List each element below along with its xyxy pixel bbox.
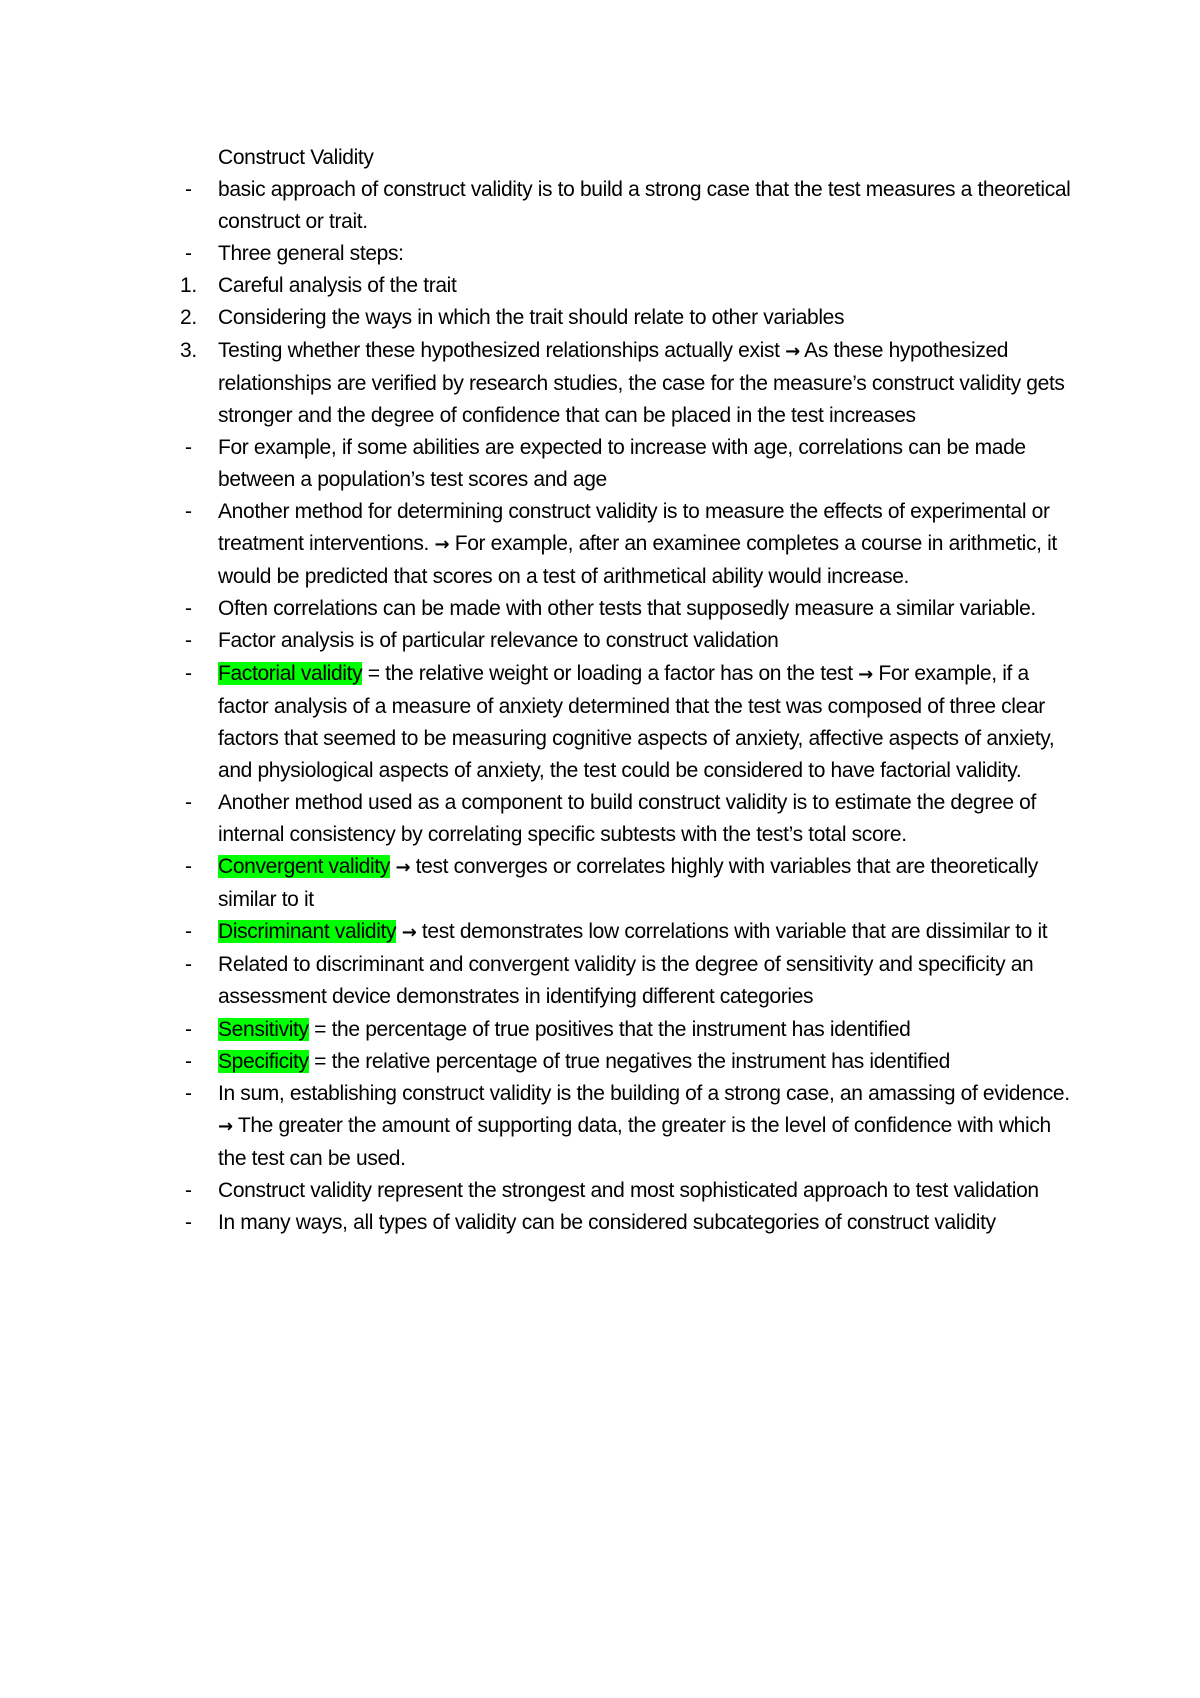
list-item (180, 302, 1080, 334)
arrow-right-icon: → (401, 922, 417, 944)
list-item-text (218, 1207, 1080, 1239)
text-run: For example, if some abilities are expected to increase with age, correlations can be made between a population’s test scores and age (218, 435, 1026, 491)
list-item (180, 335, 1080, 432)
list-item-text (218, 335, 1080, 432)
list-item-text (218, 916, 1080, 949)
text-run: In sum, establishing construct validity is the building of a strong case, an amassing of evidence. (218, 1081, 1070, 1105)
text-run: basic approach of construct validity is to build a strong case that the test measures a theoretical construct or trait. (218, 178, 1071, 234)
text-run: Factor analysis is of particular relevance to construct validation (218, 629, 779, 653)
list-item-text (218, 174, 1080, 238)
list-item (180, 1175, 1080, 1207)
bullet-dash: - (185, 920, 192, 944)
arrow-right-icon: → (434, 534, 450, 556)
bullet-dash: - (185, 1211, 192, 1235)
bullet-dash: - (185, 1017, 192, 1041)
list-item-text (218, 270, 1080, 302)
list-item-text (218, 851, 1080, 916)
text-run: Careful analysis of the trait (218, 274, 457, 298)
text-run: Three general steps: (218, 242, 404, 266)
list-number: 2. (180, 306, 197, 330)
list-item-text (218, 432, 1080, 496)
highlighted-term: Discriminant validity (218, 920, 397, 944)
document-title: Construct Validity (218, 146, 374, 169)
list-number: 3. (180, 338, 197, 362)
bullet-dash: - (185, 500, 192, 524)
bullet-dash: - (185, 953, 192, 977)
highlighted-term: Factorial validity (218, 661, 363, 685)
document-content (180, 142, 1080, 1239)
list-item (180, 1046, 1080, 1078)
arrow-right-icon: → (785, 340, 800, 362)
list-item (180, 593, 1080, 625)
list-item-text (218, 1046, 1080, 1078)
list-item (180, 1207, 1080, 1239)
list-item-text (218, 238, 1080, 270)
bullet-dash: - (185, 1081, 192, 1105)
document-list (180, 174, 1080, 1239)
bullet-dash: - (185, 661, 192, 685)
list-item (180, 851, 1080, 916)
list-item-text (218, 625, 1080, 657)
list-item (180, 174, 1080, 238)
bullet-dash: - (185, 855, 192, 879)
list-item (180, 432, 1080, 496)
list-item-text (218, 593, 1080, 625)
list-item (180, 658, 1080, 787)
list-item-text (218, 302, 1080, 334)
text-run: For example, after an examinee completes a course in arithmetic, it would be predicted that scores on a test of arithmetical ability would increase. (218, 532, 1057, 589)
highlighted-term: Convergent validity (218, 855, 390, 879)
list-item-text (218, 787, 1080, 851)
list-item (180, 270, 1080, 302)
list-item-text (218, 496, 1080, 593)
bullet-dash: - (185, 790, 192, 814)
bullet-dash: - (185, 597, 192, 621)
bullet-dash: - (185, 1179, 192, 1202)
bullet-dash: - (185, 178, 192, 202)
list-item-text (218, 1014, 1080, 1046)
list-item-text (218, 658, 1080, 787)
arrow-right-icon: → (858, 663, 873, 685)
text-run: The greater the amount of supporting data, the greater is the level of confidence with which the test can be used. (218, 1113, 1051, 1170)
text-run: Another method used as a component to build construct validity is to estimate the degree of internal consistency by correlating specific subtests with the test’s total score. (218, 790, 1036, 846)
text-run: Considering the ways in which the trait should relate to other variables (218, 306, 845, 330)
list-item-text (218, 1078, 1080, 1175)
bullet-dash: - (185, 1049, 192, 1073)
arrow-right-icon: → (395, 857, 411, 879)
highlighted-term: Sensitivity (218, 1017, 309, 1041)
text-run: Related to discriminant and convergent validity is the degree of sensitivity and specificity an assessment device demonstrates in identifying different categories (218, 953, 1034, 1009)
list-item-text (218, 1175, 1080, 1207)
list-item (180, 496, 1080, 593)
bullet-dash: - (185, 242, 192, 266)
list-item (180, 1014, 1080, 1046)
text-run: In many ways, all types of validity can be considered subcategories of construct validity (218, 1211, 996, 1235)
text-run: = the relative weight or loading a factor has on the test (362, 661, 859, 685)
text-run: For example, if a factor analysis of a measure of anxiety determined that the test was composed of three clear factors that seemed to be measuring cognitive aspects of anxiety, affective aspects of anxiety, and physiological aspects of anxiety, the test could be considered to have factorial validity. (218, 661, 1055, 782)
list-item (180, 238, 1080, 270)
bullet-dash: - (185, 629, 192, 653)
text-run: Testing whether these hypothesized relationships actually exist (218, 338, 786, 362)
text-run: Another method for determining construct validity is to measure the effects of experimental or treatment interventions. (218, 500, 1050, 556)
text-run: Often correlations can be made with other tests that supposedly measure a similar variable. (218, 597, 1036, 621)
list-item (180, 916, 1080, 949)
list-item (180, 787, 1080, 851)
text-run: test converges or correlates highly with variables that are theoretically similar to it (218, 855, 1038, 912)
list-item-text (218, 949, 1080, 1013)
text-run: = the relative percentage of true negatives the instrument has identified (308, 1049, 950, 1073)
list-item (180, 949, 1080, 1013)
bullet-dash: - (185, 435, 192, 459)
list-number: 1. (180, 274, 197, 298)
text-run: test demonstrates low correlations with variable that are dissimilar to it (416, 920, 1048, 944)
text-run: = the percentage of true positives that the instrument has identified (308, 1017, 911, 1041)
highlighted-term: Specificity (218, 1049, 309, 1073)
list-item (180, 625, 1080, 657)
text-run: As these hypothesized relationships are verified by research studies, the case for the measure’s construct validity gets stronger and the degree of confidence that can be placed in the test increases (218, 338, 1065, 427)
list-item (180, 1078, 1080, 1175)
text-run: Construct validity represent the strongest and most sophisticated approach to test validation (218, 1179, 1039, 1202)
arrow-right-icon: → (218, 1115, 233, 1137)
